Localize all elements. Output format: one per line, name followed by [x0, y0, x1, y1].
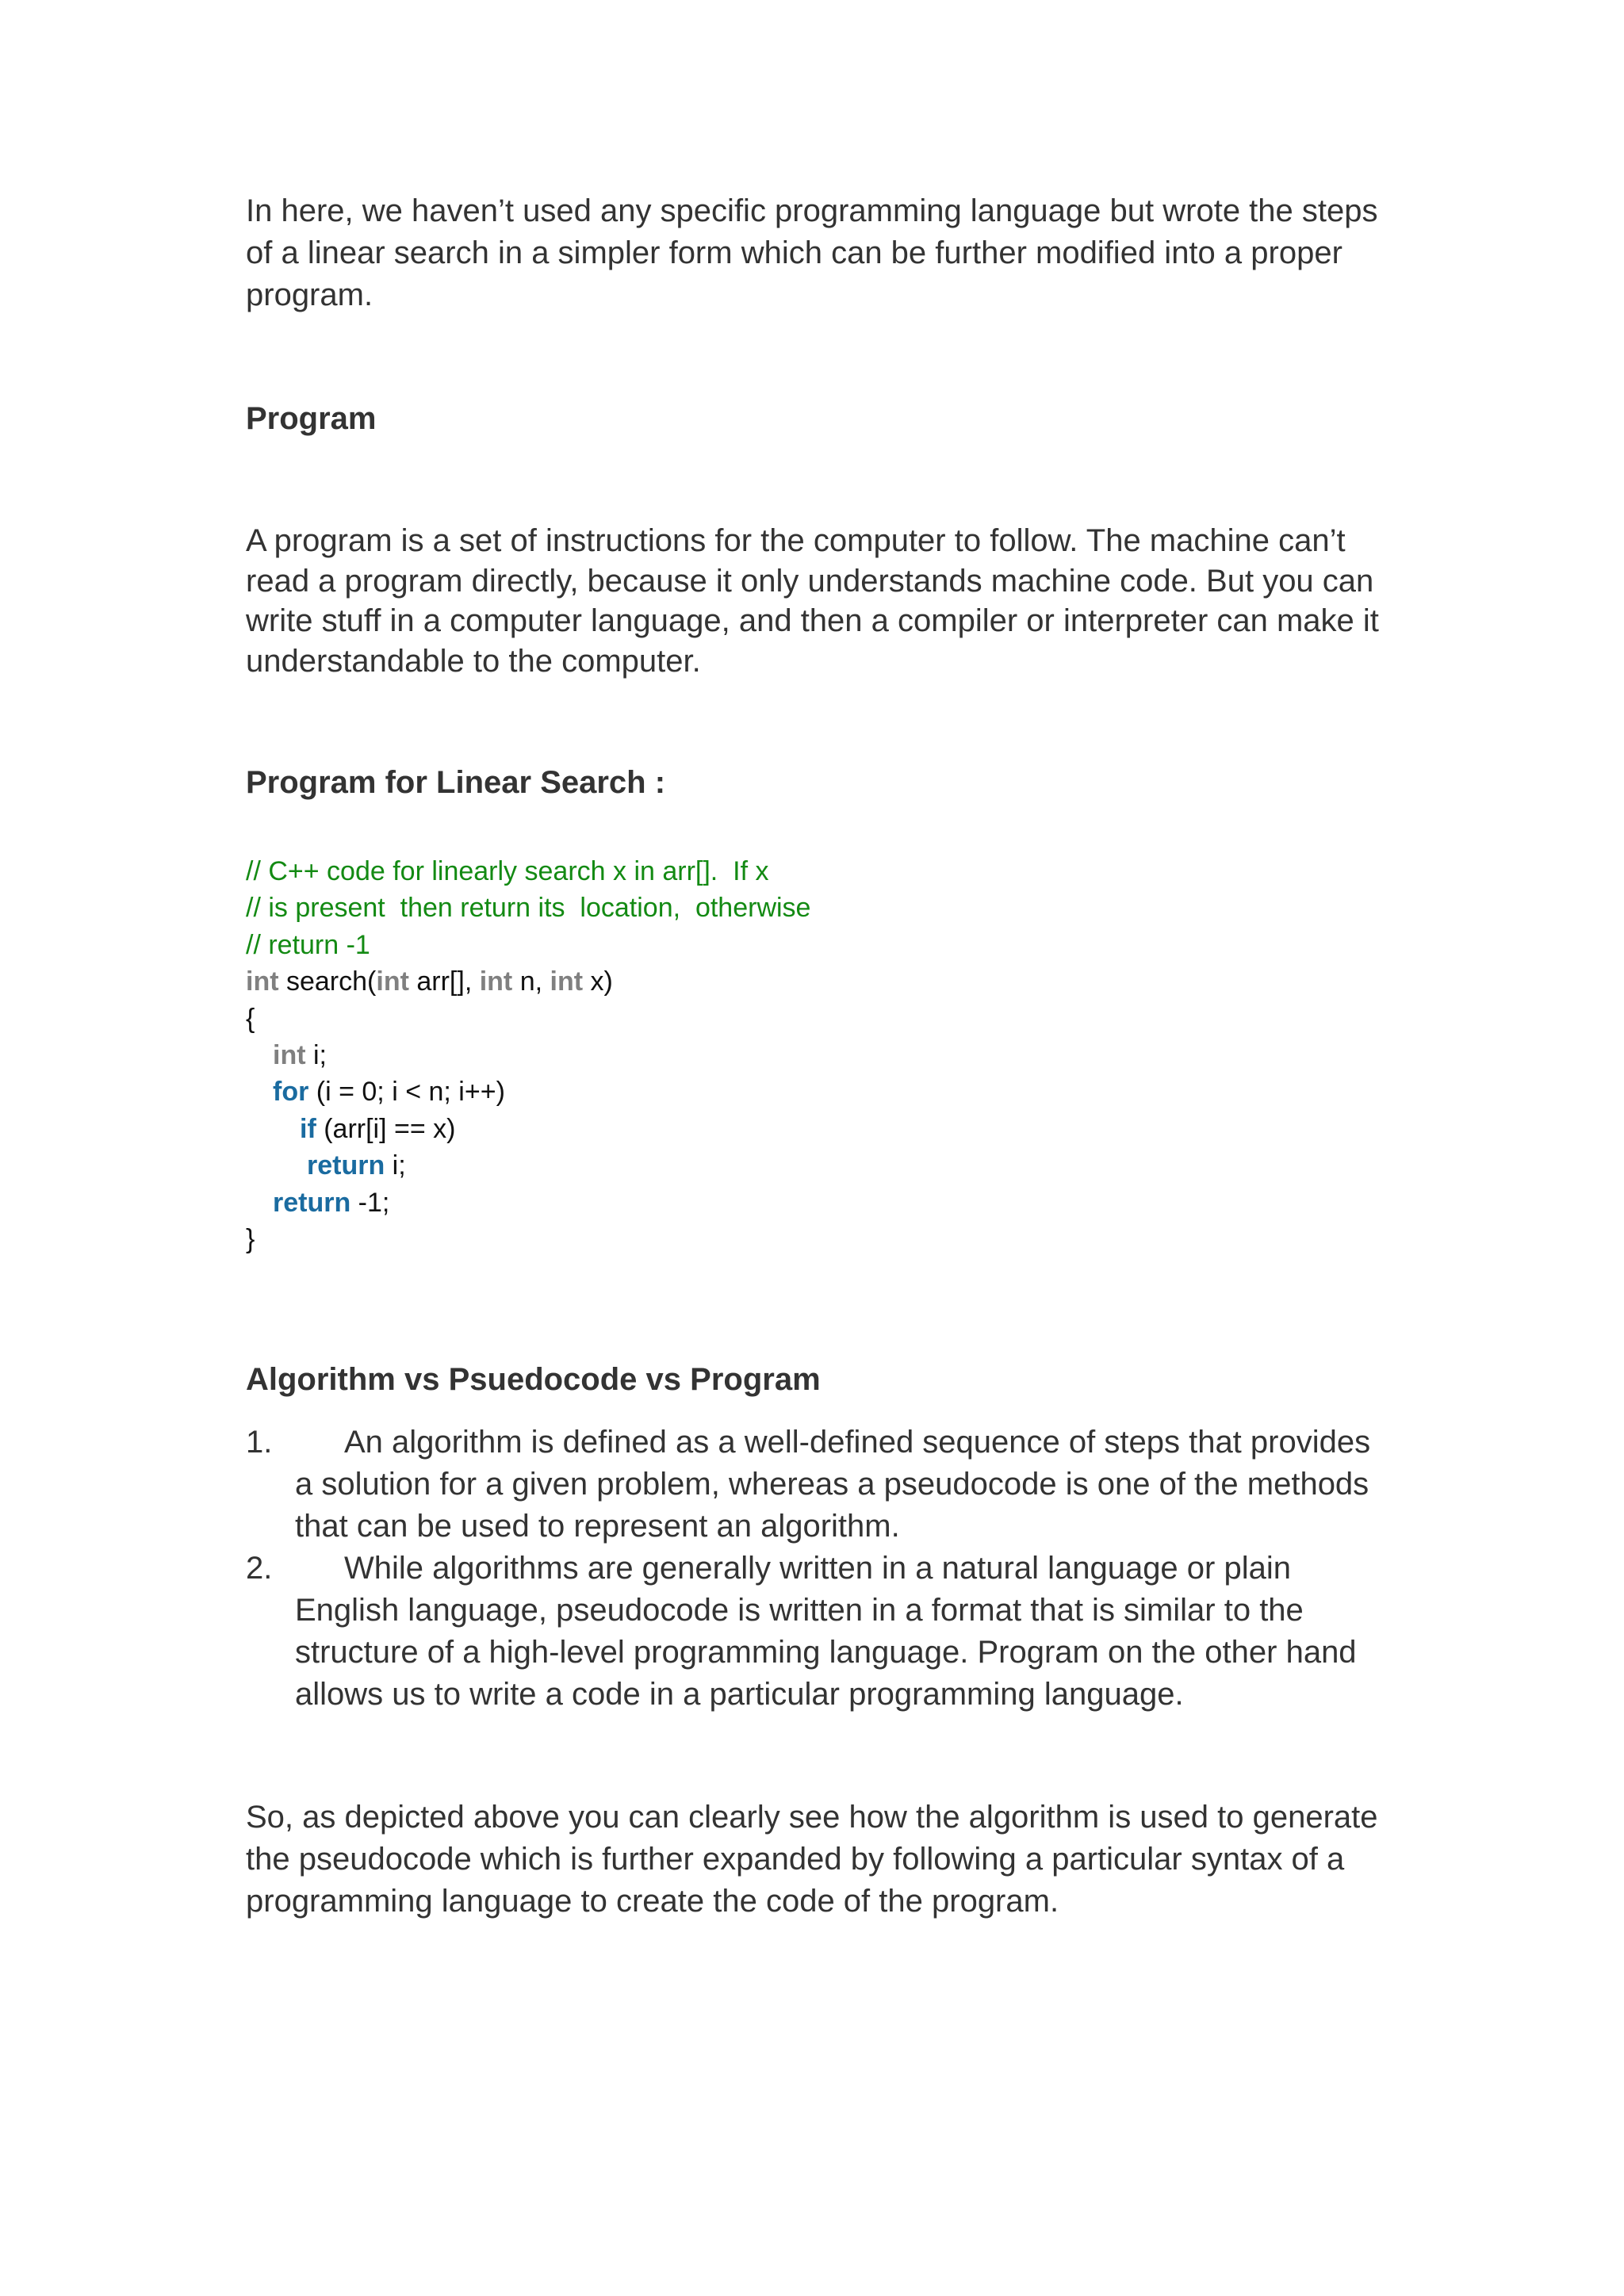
code-keyword-int: int: [273, 1040, 306, 1071]
code-text: arr[],: [408, 966, 480, 997]
code-line-decl: [246, 1037, 1388, 1073]
list-item: [246, 1548, 1388, 1716]
code-comment: // return -1: [246, 929, 370, 960]
list-item-text: An algorithm is defined as a well-defined sequence of steps that provides a solution for a given problem, whereas a pseudocode is one of the methods that can be used to represent an algorithm.: [295, 1425, 1371, 1544]
code-line-return-neg: [246, 1184, 1388, 1221]
conclusion-paragraph: So, as depicted above you can clearly see how the algorithm is used to generate the pseudocode which is further expanded by following a particular syntax of a programming language to create the code of the program.: [246, 1800, 1378, 1919]
linear-search-heading: Program for Linear Search :: [246, 765, 666, 800]
code-line-open-brace: [246, 1001, 1388, 1037]
comparison-list: [246, 1422, 1388, 1716]
code-line-close-brace: [246, 1221, 1388, 1257]
code-text: {: [246, 1003, 255, 1034]
code-text: }: [246, 1224, 255, 1255]
code-text: n,: [512, 966, 550, 997]
code-line-signature: [246, 963, 1388, 1000]
program-paragraph: A program is a set of instructions for the computer to follow. The machine can’t read a program directly, because it only understands machine code. But you can write stuff in a computer language, and then a compiler or interpreter can make it understandable to the computer.: [246, 523, 1379, 679]
list-item-number: 1.: [246, 1425, 273, 1460]
code-line-if: [246, 1111, 1388, 1147]
code-text: (arr[i] == x): [316, 1113, 456, 1144]
code-keyword-for: for: [273, 1077, 309, 1108]
code-line-comment-1: [246, 853, 1388, 890]
code-text: -1;: [350, 1187, 390, 1218]
intro-paragraph: In here, we haven’t used any specific programming language but wrote the steps of a linear search in a simpler form which can be further modified into a proper program.: [246, 193, 1378, 312]
code-text: (i = 0; i < n; i++): [308, 1077, 505, 1108]
code-keyword-if: if: [300, 1113, 316, 1144]
code-line-for: [246, 1073, 1388, 1110]
code-text: search(: [278, 966, 377, 997]
code-line-return-i: [246, 1147, 1388, 1184]
list-item-text: While algorithms are generally written in a natural language or plain English language, pseudocode is written in a format that is similar to the structure of a high-level programming language. Program on the other hand allows us to write a code in a particular programming language.: [295, 1551, 1357, 1712]
code-keyword-return: return: [307, 1150, 385, 1181]
code-block: [246, 853, 1388, 1257]
code-text: i;: [385, 1150, 406, 1181]
code-text: i;: [305, 1040, 327, 1071]
code-text: x): [583, 966, 613, 997]
code-keyword-int: int: [376, 966, 409, 997]
code-keyword-int: int: [246, 966, 279, 997]
comparison-heading: Algorithm vs Psuedocode vs Program: [246, 1362, 821, 1398]
program-heading: Program: [246, 401, 377, 436]
document-content: [246, 190, 1388, 1923]
code-keyword-int: int: [479, 966, 513, 997]
code-comment: // is present then return its location, otherwise: [246, 893, 811, 924]
code-comment: // C++ code for linearly search x in arr[]. If x: [246, 856, 769, 886]
code-keyword-int: int: [550, 966, 584, 997]
code-line-comment-3: [246, 927, 1388, 963]
list-item: [246, 1422, 1388, 1548]
code-line-comment-2: [246, 890, 1388, 926]
code-keyword-return: return: [273, 1187, 351, 1218]
list-item-number: 2.: [246, 1551, 273, 1586]
